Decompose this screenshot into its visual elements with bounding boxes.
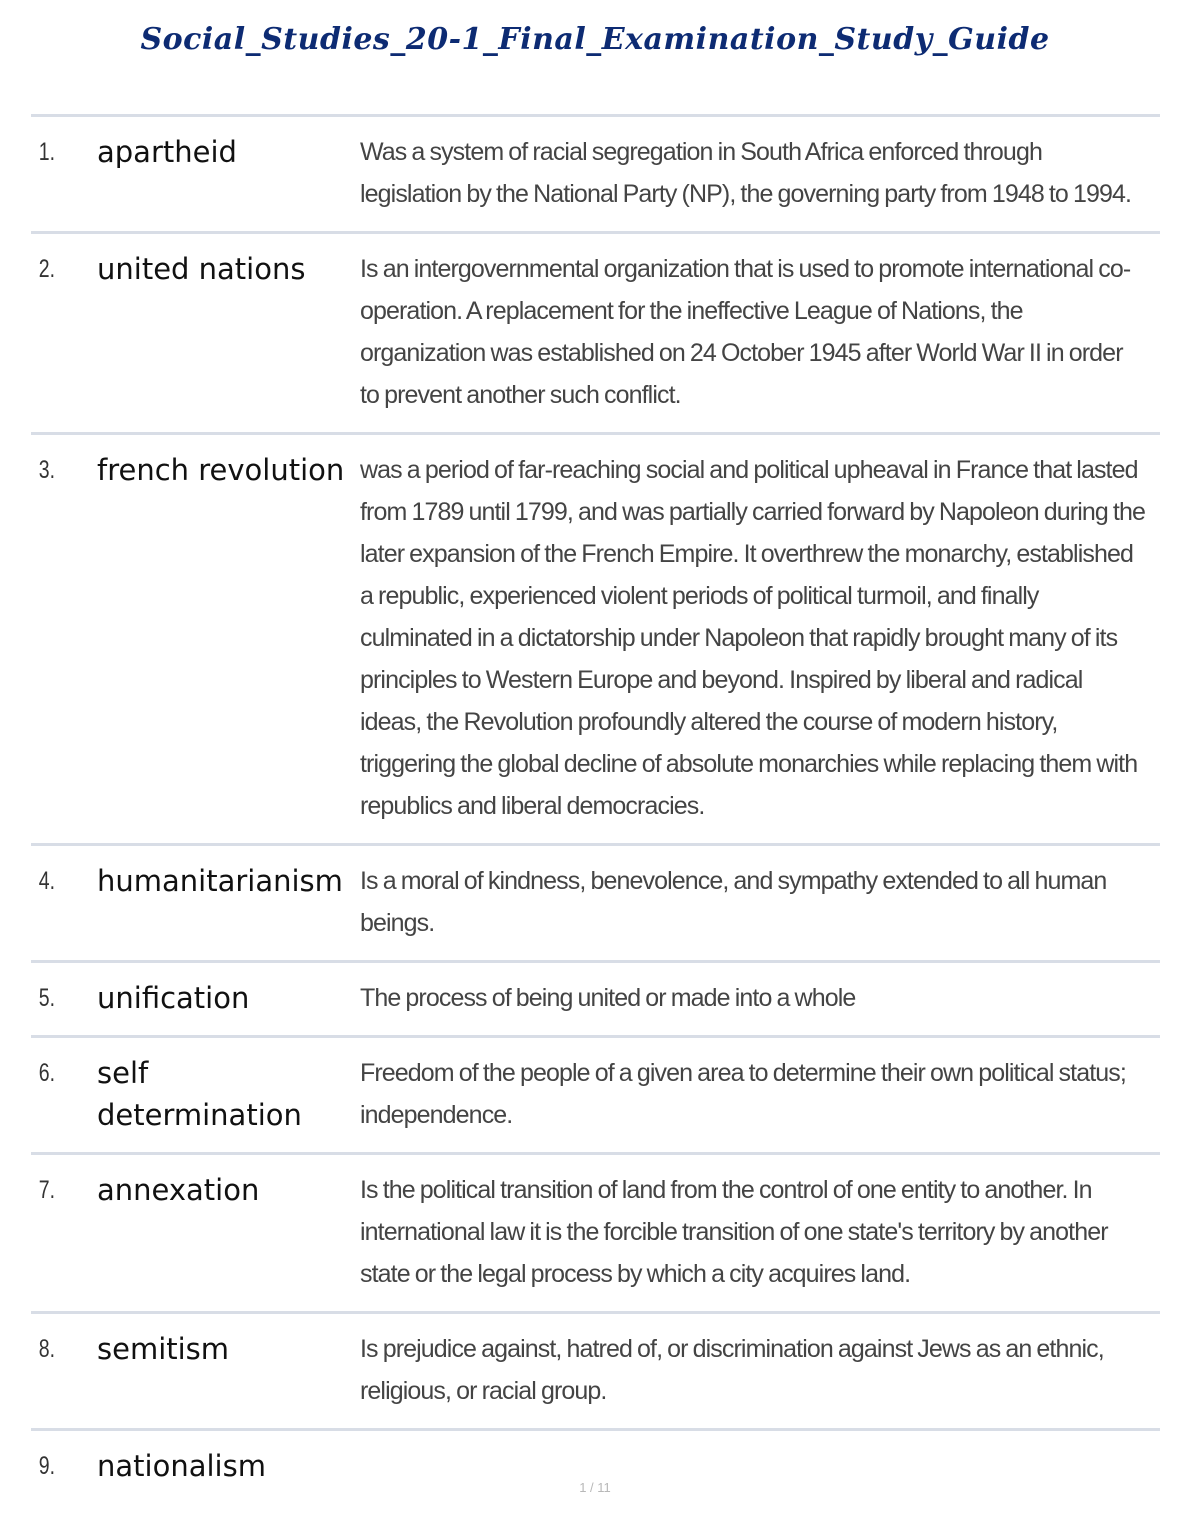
term-definition: was a period of far-reaching social and political upheaval in France that lasted from 1789 until 1799, and was partially carried forward by Napoleon during the later expansion of the French Empire. It overthrew the monarchy, established a republic, experienced violent periods of political turmoil, and finally culminated in a dictatorship under Napoleon that rapidly brought many of its principles to Western Europe and beyond. Inspired by liberal and radical ideas, the Revolution profoundly altered the course of modern history, triggering the global decline of absolute monarchies while replacing them with republics and liberal democracies. <box>360 456 1145 820</box>
term-number: 2. <box>38 255 56 283</box>
term-word: nationalism <box>97 1449 266 1483</box>
terms-table <box>31 114 1160 1503</box>
term-number: 9. <box>38 1452 56 1480</box>
term-number: 7. <box>38 1176 56 1204</box>
term-number: 5. <box>38 984 56 1012</box>
term-definition: Is a moral of kindness, benevolence, and sympathy extended to all human beings. <box>360 867 1107 937</box>
term-word: apartheid <box>97 135 237 169</box>
term-definition: Was a system of racial segregation in South Africa enforced through legislation by the National Party (NP), the governing party from 1948 to 1994. <box>360 138 1132 208</box>
term-word: french revolution <box>97 453 345 487</box>
term-row <box>31 435 1160 846</box>
term-definition: The process of being united or made into a whole <box>360 984 856 1012</box>
term-number: 3. <box>38 456 56 484</box>
term-row <box>31 963 1160 1038</box>
term-word: united nations <box>97 252 306 286</box>
term-number: 6. <box>38 1059 56 1087</box>
term-word: unification <box>97 981 250 1015</box>
term-word: annexation <box>97 1173 260 1207</box>
term-number: 4. <box>38 867 56 895</box>
term-number: 1. <box>38 138 56 166</box>
term-number: 8. <box>38 1335 56 1363</box>
term-word: semitism <box>97 1332 230 1366</box>
term-row <box>31 234 1160 435</box>
page-title: Social_Studies_20-1_Final_Examination_Study_Guide <box>140 22 1050 57</box>
term-row <box>31 1038 1160 1155</box>
term-row <box>31 846 1160 963</box>
term-row <box>31 117 1160 234</box>
term-row <box>31 1314 1160 1431</box>
term-definition: Is prejudice against, hatred of, or discrimination against Jews as an ethnic, religious, or racial group. <box>360 1335 1104 1405</box>
term-row <box>31 1155 1160 1314</box>
page-indicator: 1 / 11 <box>579 1480 611 1495</box>
term-definition: Is an intergovernmental organization that is used to promote international co-operation. A replacement for the ineffective League of Nations, the organization was established on 24 October 1945 after World War II in order to prevent another such conflict. <box>360 255 1131 409</box>
term-word: humanitarianism <box>97 864 343 898</box>
term-definition: Is the political transition of land from the control of one entity to another. In international law it is the forcible transition of one state's territory by another state or the legal process by which a city acquires land. <box>360 1176 1108 1288</box>
term-word: self determination <box>97 1056 302 1132</box>
term-definition: Freedom of the people of a given area to determine their own political status; independence. <box>360 1059 1126 1129</box>
